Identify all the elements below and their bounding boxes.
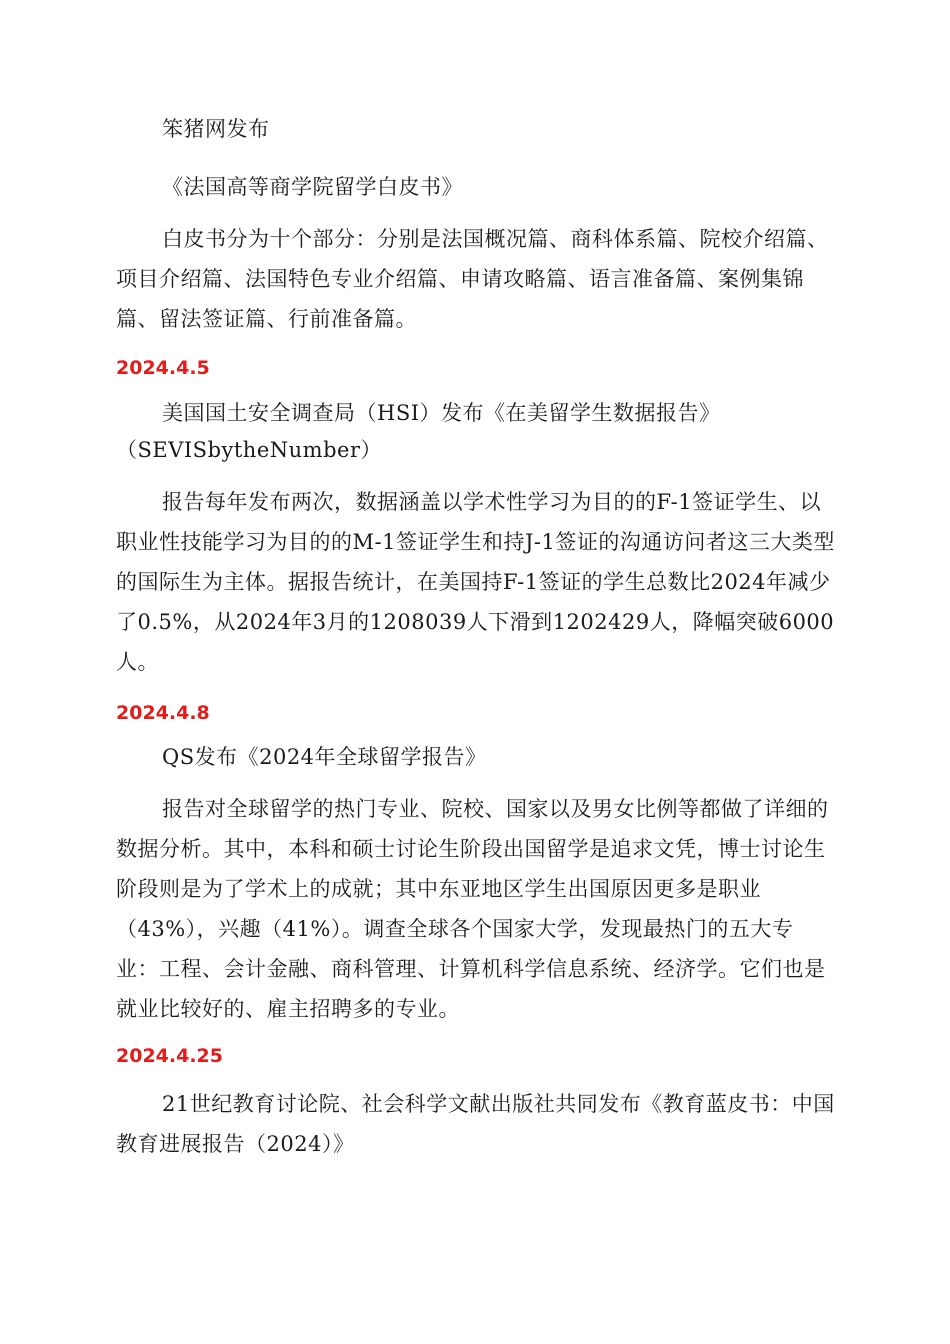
entry-headline: 美国国土安全调查局（HSI）发布《在美留学生数据报告》（SEVISbytheNumber） bbox=[116, 401, 721, 462]
entry-body: 报告对全球留学的热门专业、院校、国家以及男女比例等都做了详细的数据分析。其中，本科和硕士讨论生阶段出国留学是追求文凭，博士讨论生阶段则是为了学术上的成就；其中东亚地区学生出国原因更多是职业（43%），兴趣（41%）。调查全球各个国家大学，发现最热门的五大专业：工程、会计金融、商科管理、计算机科学信息系统、经济学。它们也是就业比较好的、雇主招聘多的专业。 bbox=[116, 797, 829, 1021]
entry-date: 2024.4.5 bbox=[116, 357, 210, 379]
whitepaper-title: 《法国高等商学院留学白皮书》 bbox=[162, 175, 463, 199]
entry-date: 2024.4.8 bbox=[116, 702, 210, 724]
publisher-line: 笨猪网发布 bbox=[162, 117, 270, 141]
entry-date: 2024.4.25 bbox=[116, 1045, 223, 1067]
whitepaper-summary: 白皮书分为十个部分：分别是法国概况篇、商科体系篇、院校介绍篇、项目介绍篇、法国特色专业介绍篇、申请攻略篇、语言准备篇、案例集锦篇、留法签证篇、行前准备篇。 bbox=[116, 227, 829, 331]
entry-headline: 21世纪教育讨论院、社会科学文献出版社共同发布《教育蓝皮书：中国教育进展报告（2024）》 bbox=[116, 1092, 835, 1156]
entry-body: 报告每年发布两次，数据涵盖以学术性学习为目的的F-1签证学生、以职业性技能学习为目的的M-1签证学生和持J-1签证的沟通访问者这三大类型的国际生为主体。据报告统计，在美国持F-1签证的学生总数比2024年减少了0.5%，从2024年3月的1208039人下滑到1202429人，降幅突破6000人。 bbox=[116, 490, 835, 674]
entry-headline: QS发布《2024年全球留学报告》 bbox=[162, 745, 487, 769]
